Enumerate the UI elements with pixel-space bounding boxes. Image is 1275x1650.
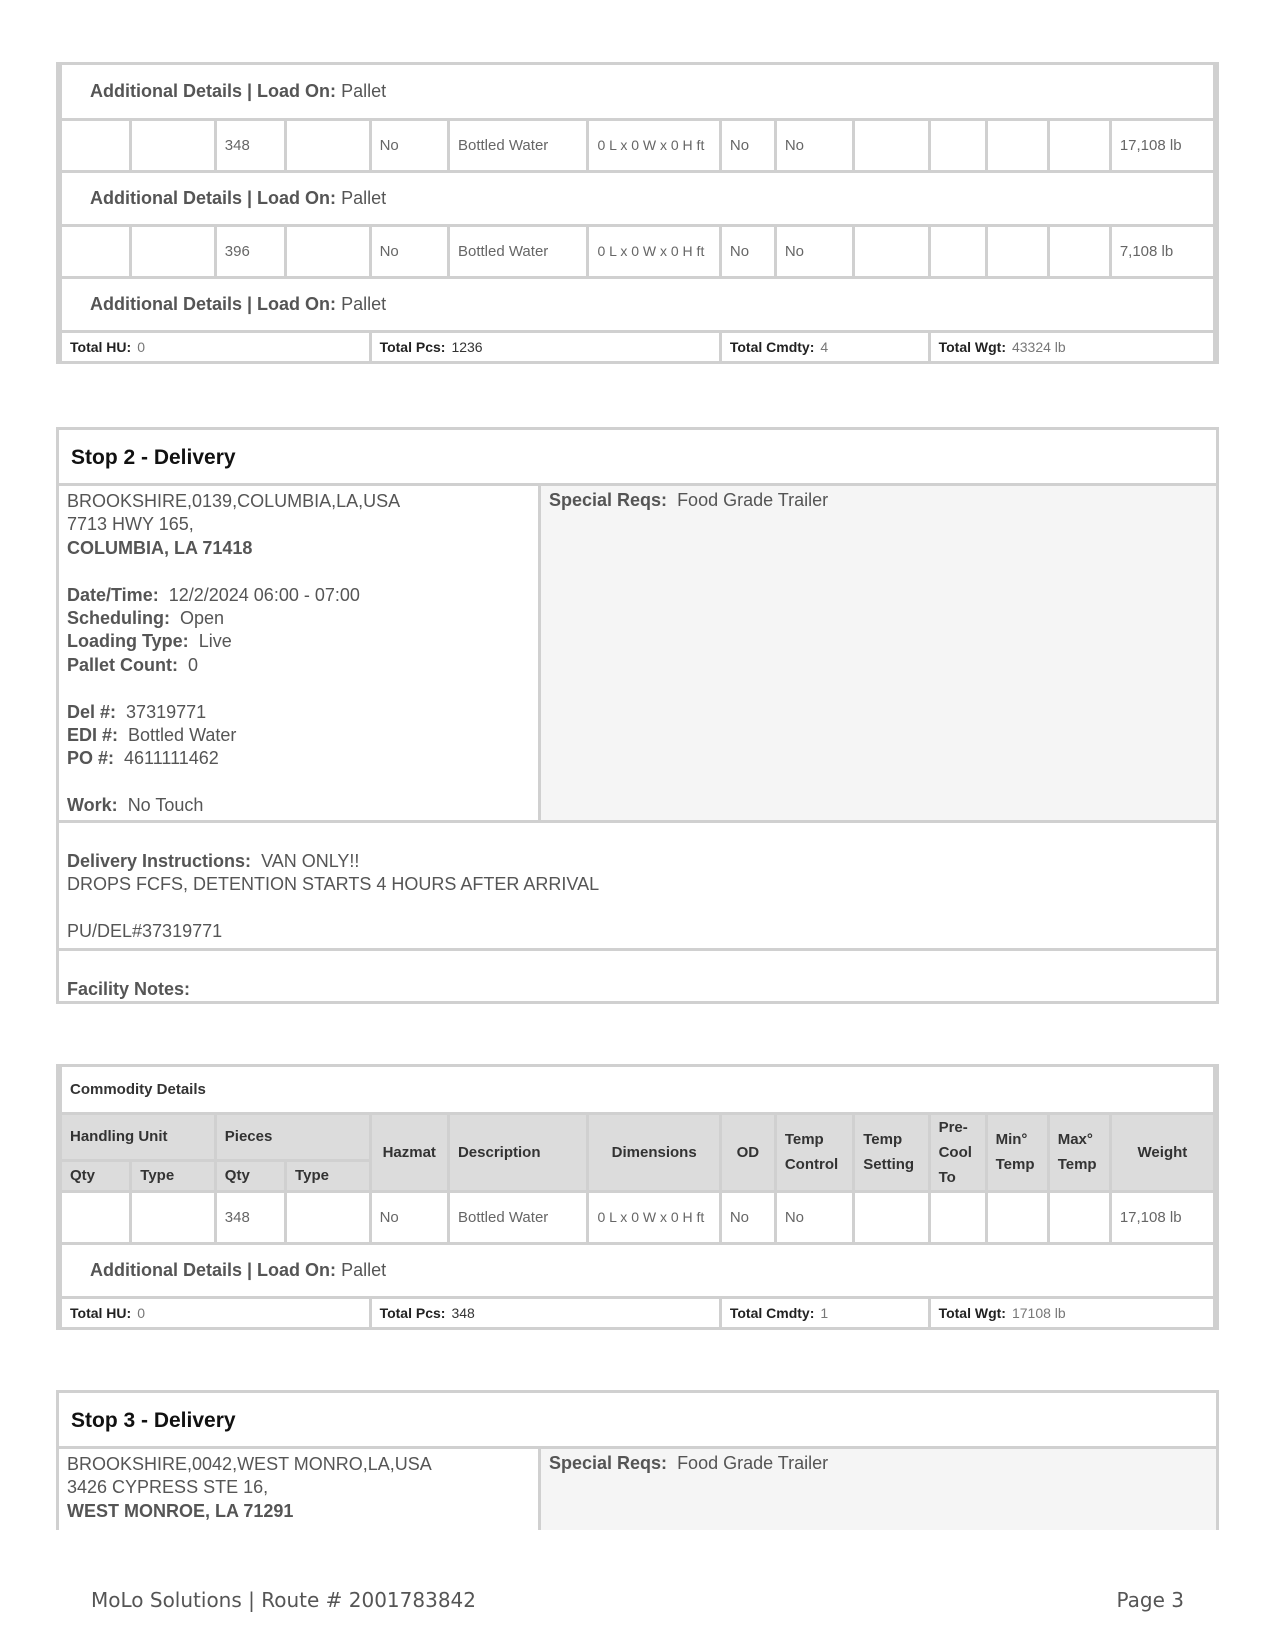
street-line: 7713 HWY 165, xyxy=(67,514,194,535)
col-pc-qty: Qty xyxy=(215,1160,285,1191)
special-requirements: Special Reqs: Food Grade Trailer xyxy=(541,1449,1216,1530)
col-pieces: Pieces xyxy=(215,1113,370,1160)
stop-3-section xyxy=(56,1390,1219,1530)
col-dimensions: Dimensions xyxy=(588,1113,720,1191)
col-pc-type: Type xyxy=(286,1160,371,1191)
table-row: 396 No Bottled Water 0 L x 0 W x 0 H ft No No 7,108 lb xyxy=(61,225,1215,277)
datetime: Date/Time: 12/2/2024 06:00 - 07:00 xyxy=(67,584,360,605)
scheduling: Scheduling: Open xyxy=(67,608,225,629)
additional-details-row: Additional Details | Load On: Pallet xyxy=(61,65,1215,119)
city-line: WEST MONROE, LA 71291 xyxy=(67,1500,294,1521)
table-row: 348 No Bottled Water 0 L x 0 W x 0 H ft No No 17,108 lb xyxy=(61,119,1215,171)
loading-type: Loading Type: Live xyxy=(67,631,232,652)
col-temp-setting: Temp Setting xyxy=(854,1113,929,1191)
del-number: Del #: 37319771 xyxy=(67,701,207,722)
street-line: 3426 CYPRESS STE 16, xyxy=(67,1477,269,1498)
facility-notes: Facility Notes: xyxy=(59,948,1216,1001)
edi-number: EDI #: Bottled Water xyxy=(67,725,237,746)
additional-details-row: Additional Details | Load On: Pallet xyxy=(61,277,1215,331)
continued-commodity-table xyxy=(56,62,1219,364)
work: Work: No Touch xyxy=(67,795,204,816)
stop-details xyxy=(59,486,541,820)
delivery-instructions: Delivery Instructions: VAN ONLY!! DROPS FCFS, DETENTION STARTS 4 HOURS AFTER ARRIVAL PU/DEL#37319771 xyxy=(59,820,1216,948)
stop-2-section xyxy=(56,427,1219,1004)
commodity-title: Commodity Details xyxy=(61,1067,1215,1113)
col-precool: Pre-Cool To xyxy=(929,1113,986,1191)
address-line: BROOKSHIRE,0042,WEST MONRO,LA,USA xyxy=(67,1454,432,1474)
pallet-count: Pallet Count: 0 xyxy=(67,654,199,675)
table-row: 348 No Bottled Water 0 L x 0 W x 0 H ft No No 17,108 lb xyxy=(61,1191,1215,1243)
footer-page-number: Page 3 xyxy=(1116,1588,1184,1612)
col-od: OD xyxy=(720,1113,775,1191)
col-description: Description xyxy=(448,1113,588,1191)
po-number: PO #: 4611111462 xyxy=(67,748,219,769)
special-requirements: Special Reqs: Food Grade Trailer xyxy=(541,486,1216,820)
col-hu-type: Type xyxy=(131,1160,216,1191)
stop-title: Stop 2 - Delivery xyxy=(59,430,1216,486)
col-handling-unit: Handling Unit xyxy=(61,1113,216,1160)
totals-row: Total HU: 0 Total Pcs: 1236 Total Cmdty: 4 Total Wgt: 43324 lb xyxy=(61,331,1215,361)
stop-details xyxy=(59,1449,541,1530)
totals-row: Total HU: 0 Total Pcs: 348 Total Cmdty: 1 Total Wgt: 17108 lb xyxy=(61,1297,1215,1327)
additional-details-row: Additional Details | Load On: Pallet xyxy=(61,171,1215,225)
col-temp-control: Temp Control xyxy=(775,1113,853,1191)
stop-title: Stop 3 - Delivery xyxy=(59,1393,1216,1449)
col-weight: Weight xyxy=(1110,1113,1214,1191)
commodity-details-table xyxy=(56,1064,1219,1330)
col-min-temp: Min° Temp xyxy=(986,1113,1048,1191)
col-hu-qty: Qty xyxy=(61,1160,131,1191)
city-line: COLUMBIA, LA 71418 xyxy=(67,537,253,558)
address-line: BROOKSHIRE,0139,COLUMBIA,LA,USA xyxy=(67,491,401,511)
col-hazmat: Hazmat xyxy=(370,1113,448,1191)
additional-details-row: Additional Details | Load On: Pallet xyxy=(61,1243,1215,1297)
footer-route: MoLo Solutions | Route # 2001783842 xyxy=(91,1588,476,1612)
col-max-temp: Max° Temp xyxy=(1048,1113,1110,1191)
